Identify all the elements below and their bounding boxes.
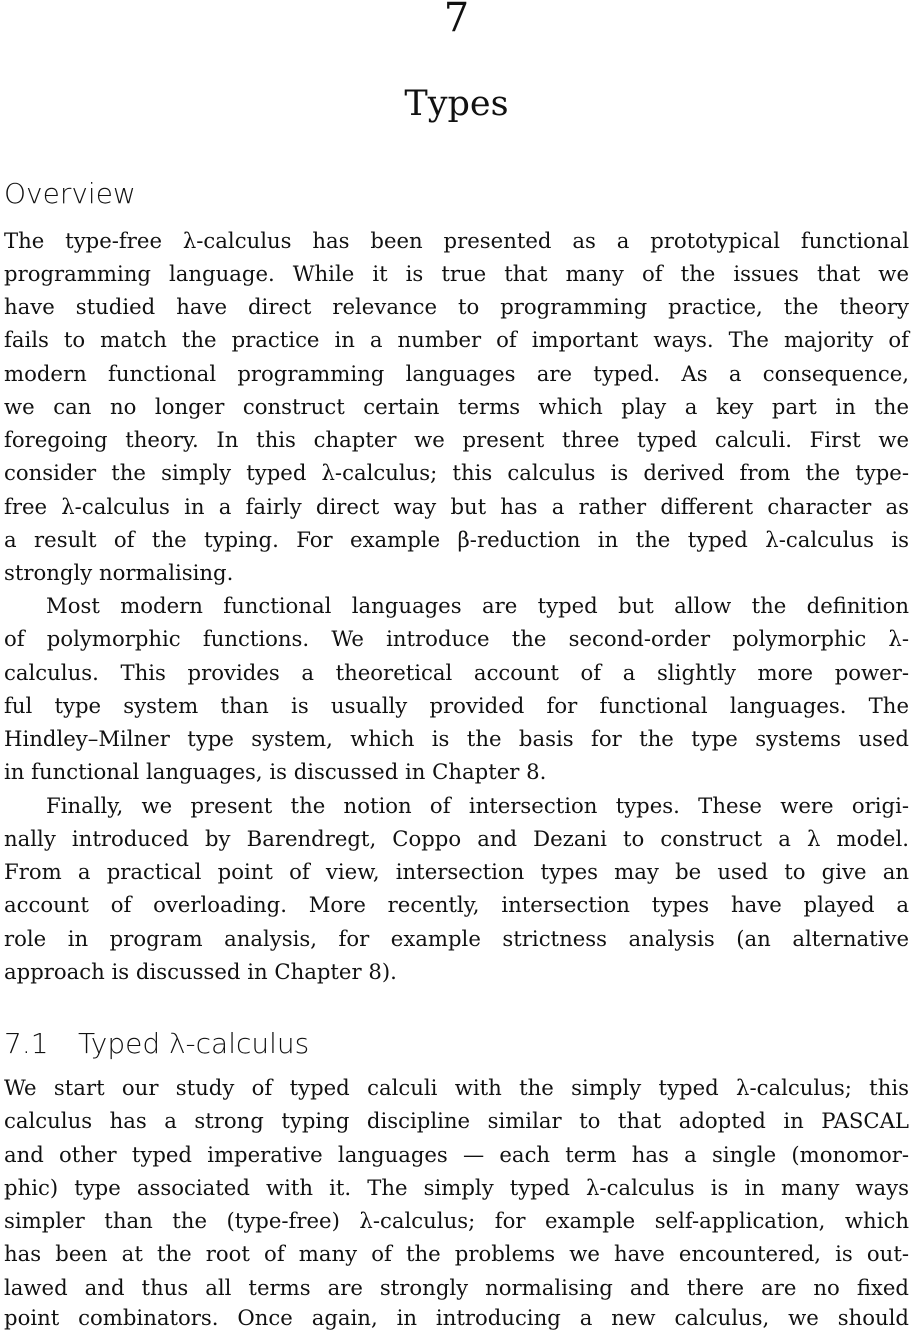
text-line: account of overloading. More recently, intersection types have played a	[4, 892, 909, 917]
text-line: foregoing theory. In this chapter we present three typed calculi. First we	[4, 427, 909, 452]
text-line: lawed and thus all terms are strongly normalising and there are no fixed	[4, 1275, 909, 1300]
text-line: role in program analysis, for example strictness analysis (an alternative	[4, 926, 909, 951]
book-page	[4, 0, 909, 1335]
chapter-number: 7	[443, 0, 470, 41]
text-line: we can no longer construct certain terms which play a key part in the	[4, 394, 909, 419]
text-line: Finally, we present the notion of intersection types. These were origi-	[46, 793, 909, 818]
text-line: Hindley–Milner type system, which is the basis for the type systems used	[4, 726, 909, 751]
text-line: nally introduced by Barendregt, Coppo and Dezani to construct a λ model.	[4, 826, 909, 851]
text-line: have studied have direct relevance to programming practice, the theory	[4, 294, 909, 319]
text-line: ful type system than is usually provided for functional languages. The	[4, 693, 909, 718]
text-line: consider the simply typed λ-calculus; this calculus is derived from the type-	[4, 460, 909, 485]
text-line: strongly normalising.	[4, 560, 234, 585]
text-line: From a practical point of view, intersection types may be used to give an	[4, 859, 909, 884]
text-line: Most modern functional languages are typed but allow the definition	[46, 593, 909, 618]
text-line: calculus has a strong typing discipline similar to that adopted in PASCAL	[4, 1108, 909, 1133]
text-line: has been at the root of many of the problems we have encountered, is out-	[4, 1241, 909, 1266]
text-line: modern functional programming languages are typed. As a consequence,	[4, 361, 909, 386]
text-line: free λ-calculus in a fairly direct way but has a rather different character as	[4, 494, 909, 519]
chapter-title: Types	[404, 84, 509, 124]
text-line: We start our study of typed calculi with the simply typed λ-calculus; this	[4, 1075, 909, 1100]
text-line: of polymorphic functions. We introduce the second-order polymorphic λ-	[4, 626, 909, 651]
text-line: The type-free λ-calculus has been presented as a prototypical functional	[4, 228, 909, 253]
text-line: fails to match the practice in a number of important ways. The majority of	[4, 327, 909, 352]
text-line: programming language. While it is true that many of the issues that we	[4, 261, 909, 286]
section-title: Typed λ-calculus	[78, 1027, 310, 1060]
section-heading	[4, 1024, 309, 1064]
text-line: and other typed imperative languages — each term has a single (monomor-	[4, 1142, 909, 1167]
section-number: 7.1	[4, 1027, 49, 1060]
text-line: calculus. This provides a theoretical account of a slightly more power-	[4, 660, 909, 685]
text-line: in functional languages, is discussed in Chapter 8.	[4, 759, 547, 784]
text-line: phic) type associated with it. The simply typed λ-calculus is in many ways	[4, 1175, 909, 1200]
text-line: approach is discussed in Chapter 8).	[4, 959, 397, 984]
text-line: simpler than the (type-free) λ-calculus; for example self-application, which	[4, 1208, 909, 1233]
overview-heading: Overview	[4, 177, 136, 210]
text-line: point combinators. Once again, in introducing a new calculus, we should	[4, 1305, 909, 1330]
text-line: a result of the typing. For example β-reduction in the typed λ-calculus is	[4, 527, 909, 552]
